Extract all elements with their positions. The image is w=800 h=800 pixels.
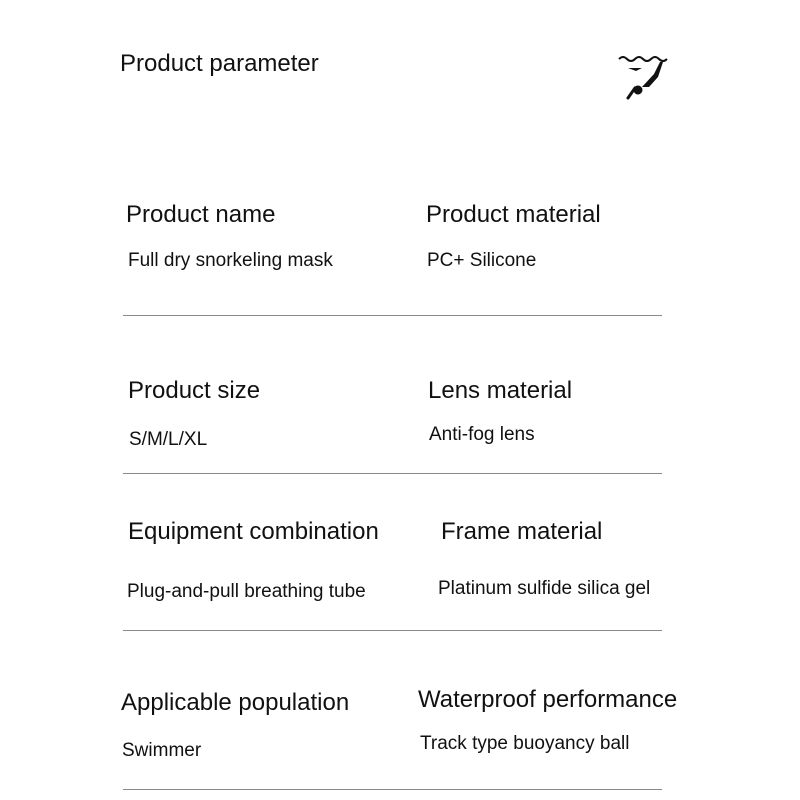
label-applicable-population: Applicable population: [121, 689, 350, 716]
row-divider: [123, 789, 662, 790]
value-applicable-population: Swimmer: [122, 740, 202, 761]
label-frame-material: Frame material: [441, 518, 603, 545]
row-divider: [123, 630, 662, 631]
value-frame-material: Platinum sulfide silica gel: [438, 578, 651, 599]
value-product-size: S/M/L/XL: [129, 429, 208, 450]
label-equipment-combination: Equipment combination: [128, 518, 379, 545]
label-product-size: Product size: [128, 377, 261, 404]
label-lens-material: Lens material: [428, 377, 573, 404]
label-waterproof-performance: Waterproof performance: [418, 686, 678, 713]
value-product-name: Full dry snorkeling mask: [128, 250, 333, 271]
label-product-name: Product name: [126, 201, 276, 228]
row-divider: [123, 315, 662, 316]
value-equipment-combination: Plug-and-pull breathing tube: [127, 581, 366, 602]
value-lens-material: Anti-fog lens: [429, 424, 535, 445]
label-product-material: Product material: [426, 201, 601, 228]
page-title: Product parameter: [120, 50, 319, 77]
row-divider: [123, 473, 662, 474]
value-waterproof-performance: Track type buoyancy ball: [420, 733, 630, 754]
value-product-material: PC+ Silicone: [427, 250, 537, 271]
snorkel-diver-icon: [614, 50, 670, 102]
